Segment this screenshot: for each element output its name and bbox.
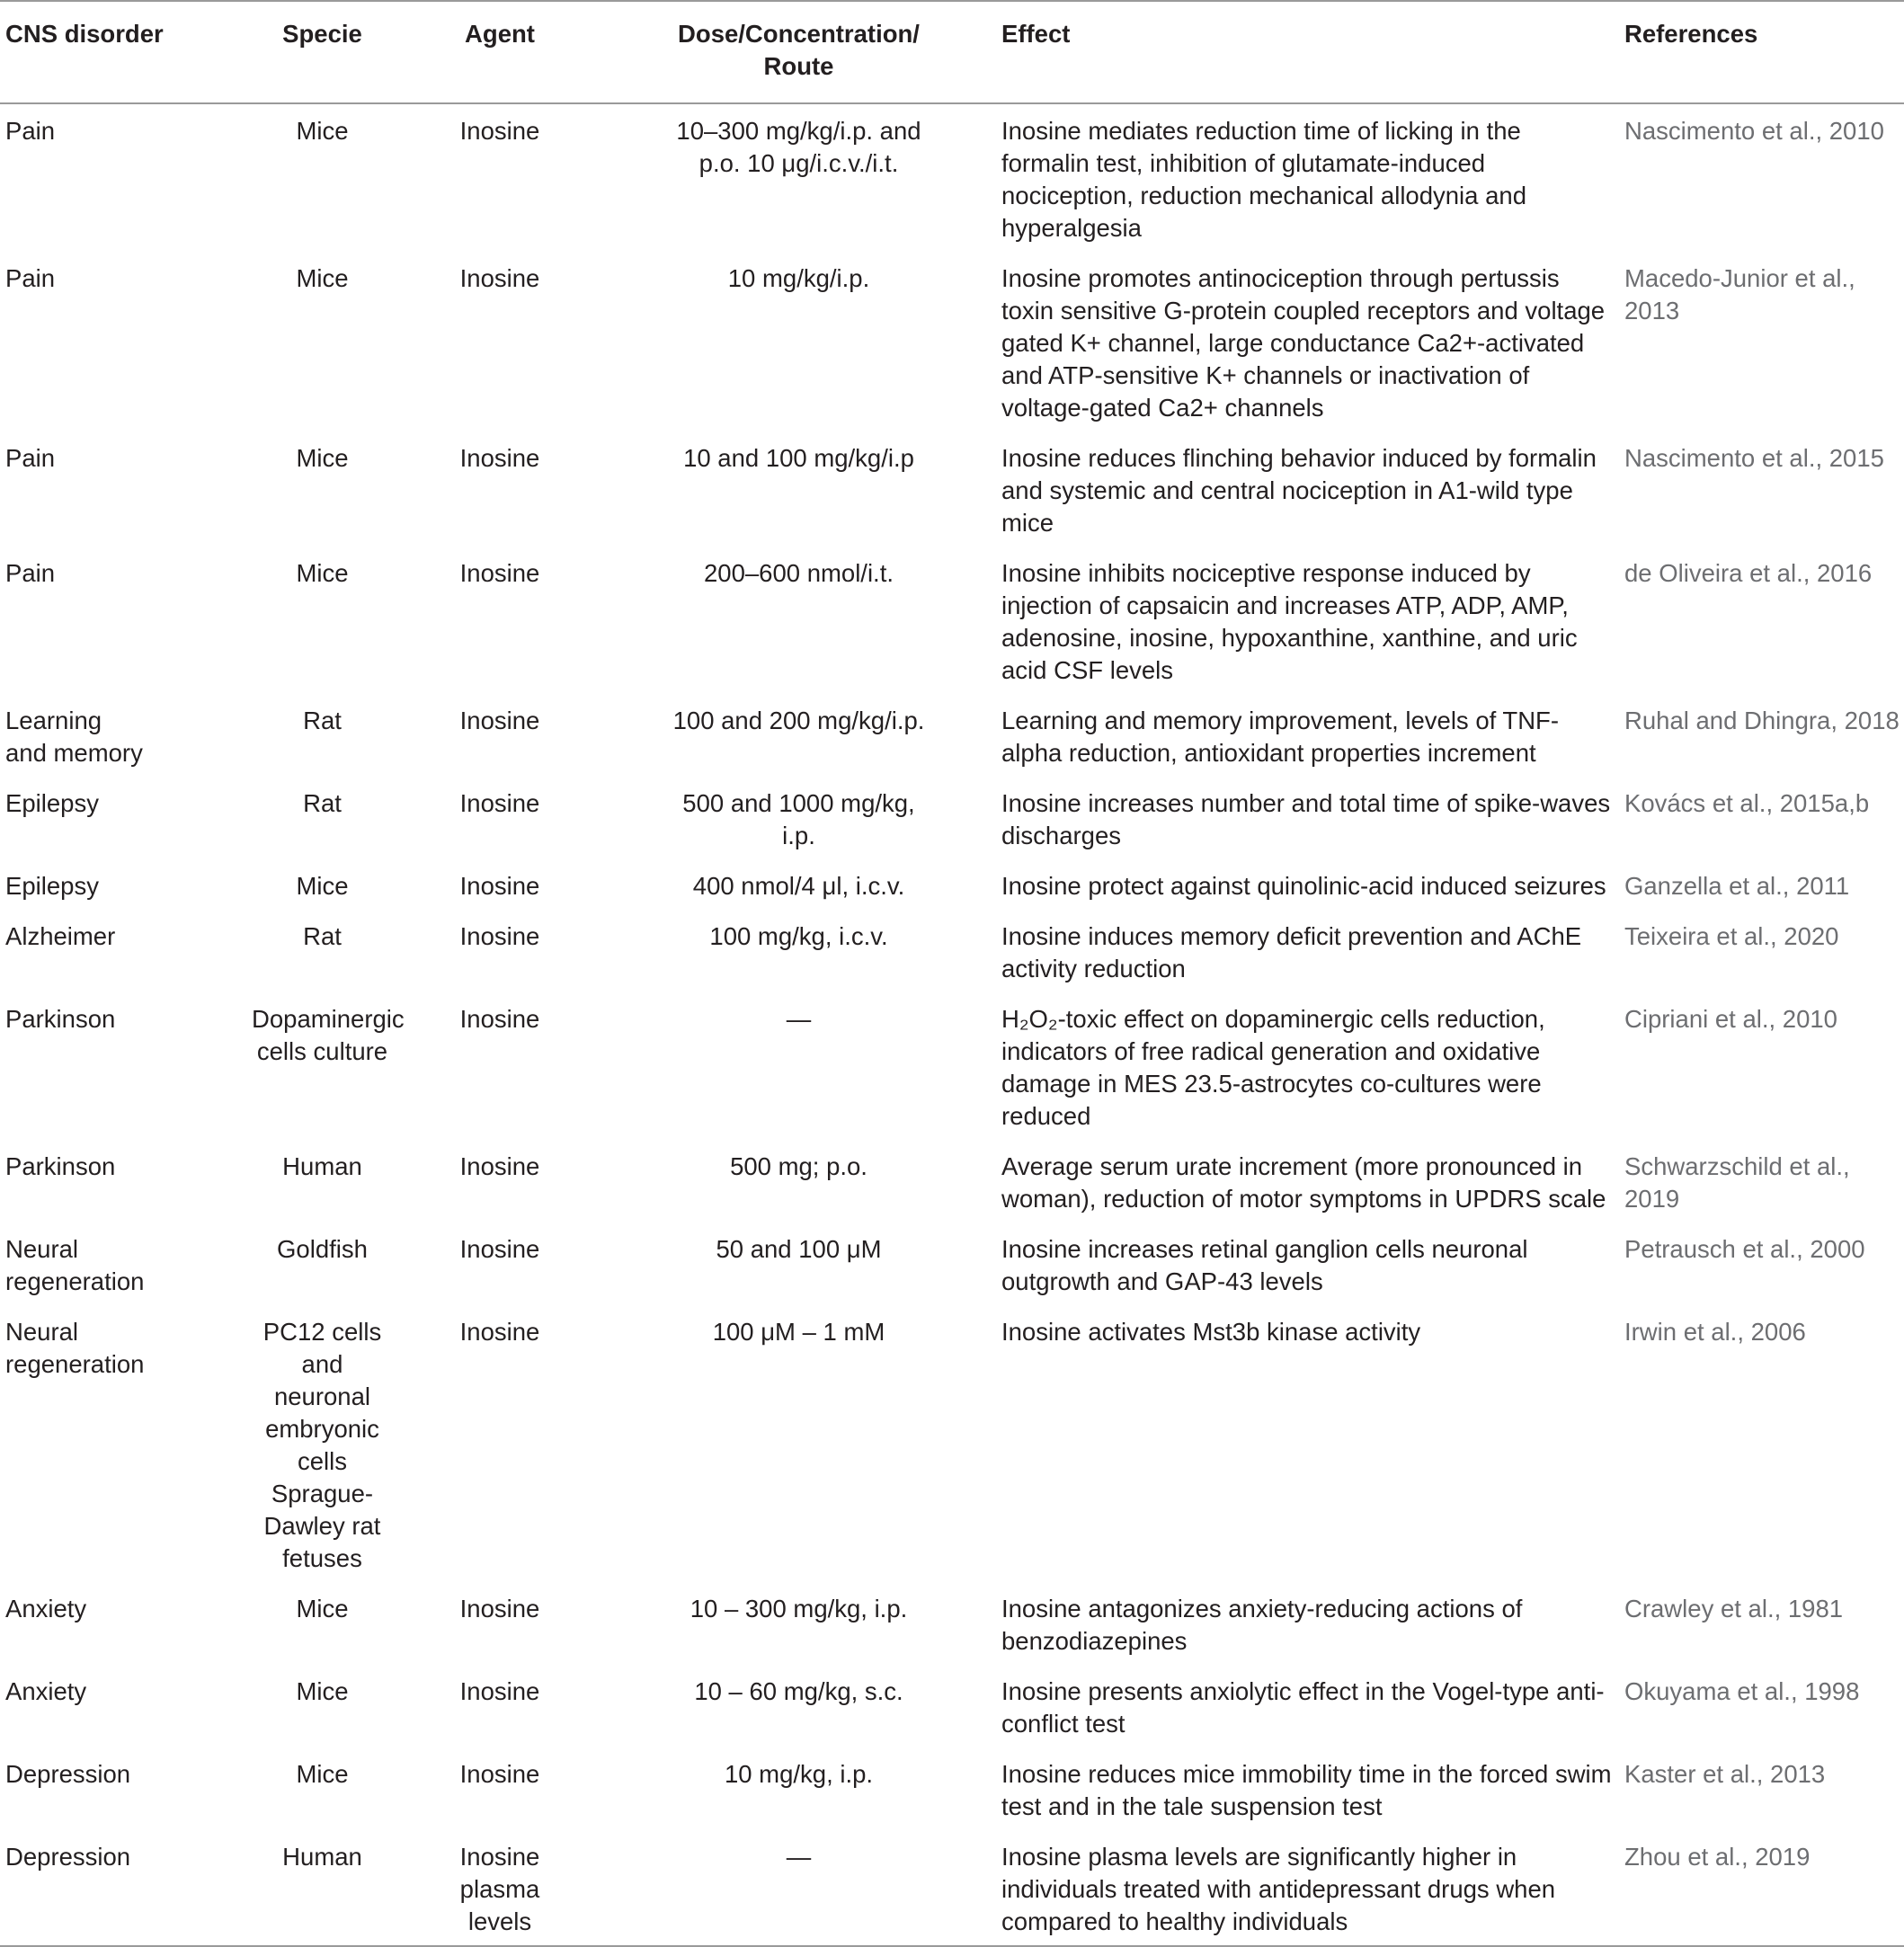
cell-effect: Inosine increases number and total time of spike-waves discharges: [1001, 789, 1611, 849]
table-header: [0, 1, 1904, 103]
cell-disorder: Depression: [5, 1843, 131, 1871]
cell-disorder: Pain: [5, 559, 56, 587]
cell-reference: de Oliveira et al., 2016: [1624, 559, 1873, 587]
cell-agent: Inosine: [459, 444, 540, 472]
header-effect: Effect: [1001, 20, 1071, 48]
table-row: [0, 1305, 1904, 1582]
cell-species: Goldfish: [277, 1235, 368, 1263]
cell-dose: 100 μM – 1 mM: [712, 1318, 885, 1346]
cell-dose: 10 mg/kg, i.p.: [724, 1760, 874, 1788]
cell-effect: Inosine reduces flinching behavior induced by formalin and systemic and central nociception in A1-wild type mice: [1001, 444, 1597, 537]
cell-agent: Inosine: [459, 1595, 540, 1622]
cell-effect: Inosine induces memory deficit prevention and AChE activity reduction: [1001, 922, 1582, 982]
cell-agent: Inosine: [459, 117, 540, 145]
cell-effect: Inosine plasma levels are significantly higher in individuals treated with antidepressant drugs when compared to healthy individuals: [1001, 1843, 1556, 1935]
table-row: [0, 992, 1904, 1140]
cell-disorder: Pain: [5, 264, 56, 292]
cell-agent: Inosine: [459, 922, 540, 950]
cell-effect: H₂O₂-toxic effect on dopaminergic cells reduction, indicators of free radical generation and oxidative damage in MES 23.5-astrocytes co-cultures were reduced: [1001, 1005, 1545, 1130]
cell-agent: Inosine: [459, 1760, 540, 1788]
cell-dose: —: [786, 1843, 812, 1871]
cell-disorder: Anxiety: [5, 1677, 87, 1705]
table-row: [0, 431, 1904, 547]
cell-agent: Inosine: [459, 872, 540, 900]
cell-dose: 400 nmol/4 μl, i.c.v.: [692, 872, 905, 900]
cell-species: Mice: [296, 117, 349, 145]
table-row: [0, 547, 1904, 694]
cell-reference: Kovács et al., 2015a,b: [1624, 789, 1870, 817]
header-disorder: CNS disorder: [5, 20, 164, 48]
cell-disorder: Learning and memory: [5, 707, 143, 767]
table-row: [0, 1665, 1904, 1747]
cell-dose: 500 mg; p.o.: [730, 1152, 867, 1180]
cell-effect: Inosine activates Mst3b kinase activity: [1001, 1318, 1421, 1346]
table-row: [0, 1140, 1904, 1222]
cell-dose: 10 – 60 mg/kg, s.c.: [694, 1677, 903, 1705]
cell-reference: Nascimento et al., 2015: [1624, 444, 1884, 472]
cell-agent: Inosine: [459, 707, 540, 734]
cell-species: Mice: [296, 1677, 349, 1705]
cell-dose: 10 – 300 mg/kg, i.p.: [690, 1595, 908, 1622]
cell-reference: Zhou et al., 2019: [1624, 1843, 1811, 1871]
cell-agent: Inosine: [459, 1318, 540, 1346]
cell-dose: 10–300 mg/kg/i.p. and p.o. 10 μg/i.c.v./i.t.: [676, 117, 921, 177]
cell-disorder: Alzheimer: [5, 922, 116, 950]
cell-dose: 50 and 100 μM: [716, 1235, 882, 1263]
cell-species: Human: [282, 1843, 362, 1871]
cell-reference: Macedo-Junior et al., 2013: [1624, 264, 1855, 324]
cell-disorder: Anxiety: [5, 1595, 87, 1622]
table-row: [0, 1830, 1904, 1946]
cell-dose: 200–600 nmol/i.t.: [704, 559, 894, 587]
cell-agent: Inosine: [459, 1677, 540, 1705]
cell-species: PC12 cells and neuronal embryonic cells Sprague-Dawley rat fetuses: [262, 1318, 382, 1572]
table-row: [0, 694, 1904, 777]
header-references: References: [1624, 20, 1758, 48]
cell-effect: Inosine presents anxiolytic effect in the Vogel-type anti-conflict test: [1001, 1677, 1605, 1738]
cell-species: Mice: [296, 444, 349, 472]
cell-agent: Inosine: [459, 1005, 540, 1033]
cell-effect: Inosine increases retinal ganglion cells neuronal outgrowth and GAP-43 levels: [1001, 1235, 1528, 1295]
cell-agent: Inosine: [459, 1235, 540, 1263]
header-species: Specie: [282, 20, 362, 48]
table-row: [0, 1582, 1904, 1665]
cell-reference: Petrausch et al., 2000: [1624, 1235, 1865, 1263]
cell-effect: Inosine inhibits nociceptive response induced by injection of capsaicin and increases ATP, ADP, AMP, adenosine, inosine, hypoxanthine, xanthine, and uric acid CSF levels: [1001, 559, 1578, 684]
cell-agent: Inosine: [459, 264, 540, 292]
cell-disorder: Pain: [5, 117, 56, 145]
cell-dose: 10 and 100 mg/kg/i.p: [683, 444, 914, 472]
cell-disorder: Pain: [5, 444, 56, 472]
header-row: [0, 1, 1904, 103]
cell-reference: Okuyama et al., 1998: [1624, 1677, 1860, 1705]
cell-reference: Ganzella et al., 2011: [1624, 872, 1850, 900]
cell-species: Mice: [296, 1760, 349, 1788]
cell-reference: Irwin et al., 2006: [1624, 1318, 1806, 1346]
cell-effect: Average serum urate increment (more pronounced in woman), reduction of motor symptoms in UPDRS scale: [1001, 1152, 1606, 1213]
cell-reference: Nascimento et al., 2010: [1624, 117, 1884, 145]
table-row: [0, 777, 1904, 859]
cell-effect: Inosine antagonizes anxiety-reducing actions of benzodiazepines: [1001, 1595, 1523, 1655]
cell-species: Rat: [303, 707, 342, 734]
header-agent: Agent: [465, 20, 535, 48]
cell-effect: Inosine mediates reduction time of licking in the formalin test, inhibition of glutamate-induced nociception, reduction mechanical allodynia and hyperalgesia: [1001, 117, 1526, 242]
table-body: [0, 103, 1904, 1946]
cell-disorder: Parkinson: [5, 1005, 116, 1033]
cell-agent: Inosine: [459, 789, 540, 817]
cell-species: Mice: [296, 1595, 349, 1622]
cell-disorder: Epilepsy: [5, 872, 99, 900]
table-row: [0, 103, 1904, 252]
table-row: [0, 859, 1904, 910]
cell-species: Mice: [296, 872, 349, 900]
cell-disorder: Epilepsy: [5, 789, 99, 817]
cell-species: Dopaminergic cells culture: [252, 1005, 405, 1065]
cell-disorder: Parkinson: [5, 1152, 116, 1180]
cell-agent: Inosine: [459, 559, 540, 587]
cell-effect: Inosine promotes antinociception through pertussis toxin sensitive G-protein coupled receptors and voltage gated K+ channel, large conductance Ca2+-activated and ATP-sensitive K+ channels or inactivation of voltage-gated Ca2+ channels: [1001, 264, 1606, 422]
cell-species: Rat: [303, 789, 342, 817]
table-row: [0, 1747, 1904, 1830]
cell-reference: Ruhal and Dhingra, 2018: [1624, 707, 1900, 734]
cell-disorder: Neural regeneration: [5, 1318, 145, 1378]
table-row: [0, 1222, 1904, 1305]
table-row: [0, 910, 1904, 992]
cell-species: Mice: [296, 559, 349, 587]
cell-agent: Inosine plasma levels: [459, 1843, 540, 1935]
cell-species: Human: [282, 1152, 362, 1180]
cell-agent: Inosine: [459, 1152, 540, 1180]
cell-dose: 100 and 200 mg/kg/i.p.: [672, 707, 925, 734]
table-row: [0, 252, 1904, 431]
cell-reference: Schwarzschild et al., 2019: [1624, 1152, 1850, 1213]
cell-reference: Teixeira et al., 2020: [1624, 922, 1839, 950]
cell-dose: 10 mg/kg/i.p.: [727, 264, 870, 292]
cell-effect: Inosine protect against quinolinic-acid induced seizures: [1001, 872, 1606, 900]
cell-disorder: Depression: [5, 1760, 131, 1788]
cell-reference: Cipriani et al., 2010: [1624, 1005, 1837, 1033]
cell-reference: Crawley et al., 1981: [1624, 1595, 1844, 1622]
cell-reference: Kaster et al., 2013: [1624, 1760, 1826, 1788]
header-dose: Dose/Concentration/ Route: [678, 20, 920, 80]
cell-dose: 500 and 1000 mg/kg, i.p.: [682, 789, 915, 849]
cell-dose: 100 mg/kg, i.c.v.: [709, 922, 888, 950]
cell-effect: Learning and memory improvement, levels of TNF-alpha reduction, antioxidant properties increment: [1001, 707, 1560, 767]
cell-effect: Inosine reduces mice immobility time in the forced swim test and in the tale suspension test: [1001, 1760, 1612, 1820]
cell-species: Mice: [296, 264, 349, 292]
cell-species: Rat: [303, 922, 342, 950]
cell-disorder: Neural regeneration: [5, 1235, 145, 1295]
cell-dose: —: [786, 1005, 812, 1033]
